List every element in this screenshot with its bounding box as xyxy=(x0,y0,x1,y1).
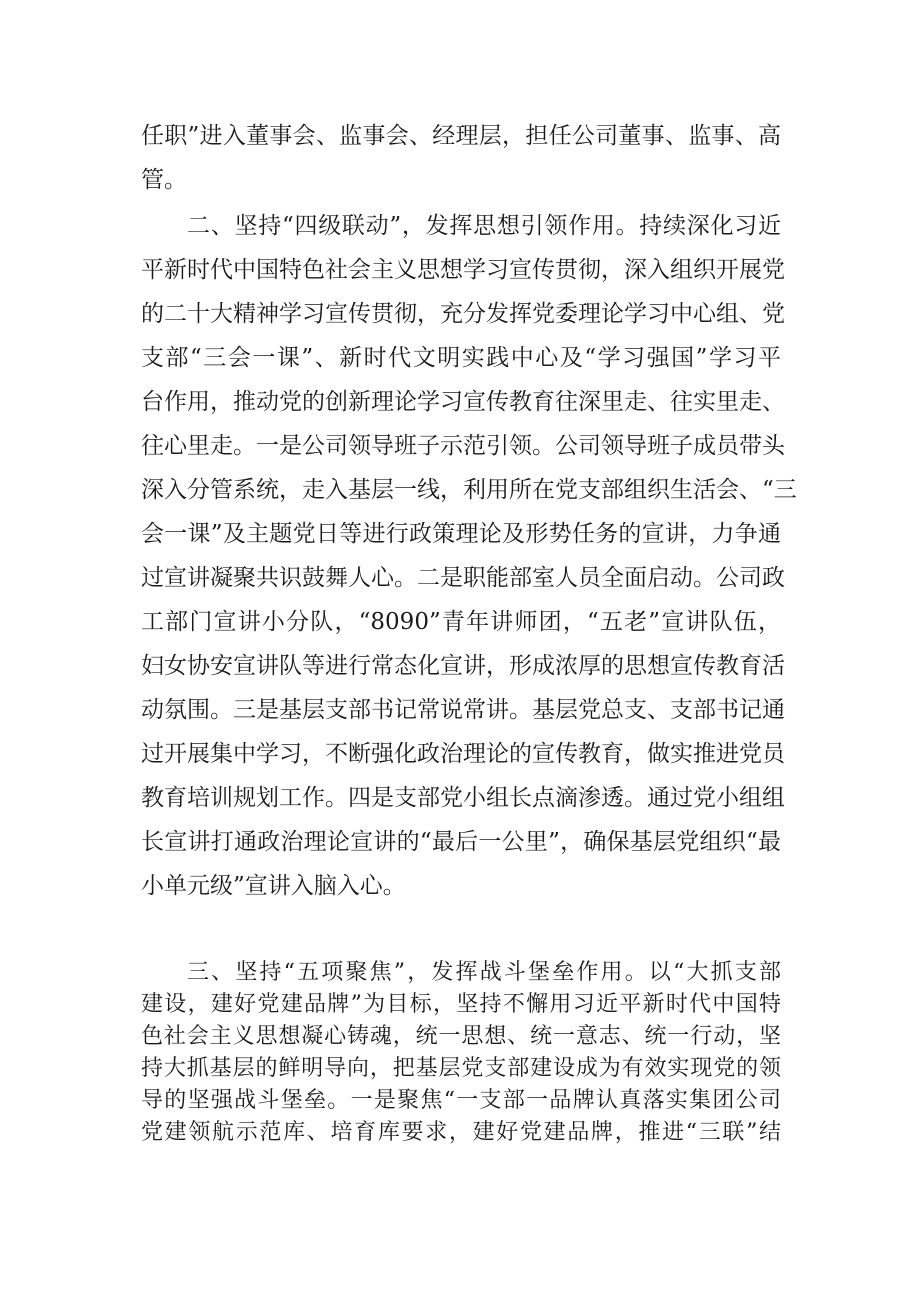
text-line: 往心里走。一是公司领导班子示范引领。公司领导班子成员带头 xyxy=(141,433,785,459)
text-line: 会一课”及主题党日等进行政策理论及形势任务的宣讲，力争通 xyxy=(141,521,781,547)
text-line: 建设，建好党建品牌”为目标，坚持不懈用习近平新时代中国特 xyxy=(141,992,781,1017)
text-line: 任职”进入董事会、监事会、经理层，担任公司董事、监事、高 xyxy=(141,123,781,149)
text-line: 妇女协安宣讲队等进行常态化宣讲，形成浓厚的思想宣传教育活 xyxy=(141,653,785,679)
text-line: 平新时代中国特色社会主义思想学习宣传贯彻，深入组织开展党 xyxy=(141,257,785,283)
text-line: 的二十大精神学习宣传贯彻，充分发挥党委理论学习中心组、党 xyxy=(141,301,785,327)
text-line: 持大抓基层的鲜明导向，把基层党支部建设成为有效实现党的领 xyxy=(141,1056,781,1081)
text-line: 二、坚持“四级联动”，发挥思想引领作用。持续深化习近 xyxy=(187,213,781,239)
text-line: 工部门宣讲小分队，“8090”青年讲师团，“五老”宣讲队伍， xyxy=(141,609,781,635)
text-line: 管。 xyxy=(141,167,187,193)
text-line: 过开展集中学习，不断强化政治理论的宣传教育，做实推进党员 xyxy=(141,741,785,767)
text-line: 小单元级”宣讲入脑入心。 xyxy=(141,873,406,899)
text-line: 三、坚持“五项聚焦”，发挥战斗堡垒作用。以“大抓支部 xyxy=(187,960,781,985)
text-line: 台作用，推动党的创新理论学习宣传教育往深里走、往实里走、 xyxy=(141,389,785,415)
text-line: 动氛围。三是基层支部书记常说常讲。基层党总支、支部书记通 xyxy=(141,697,785,723)
text-line: 导的坚强战斗堡垒。一是聚焦“一支部一品牌认真落实集团公司 xyxy=(141,1088,781,1113)
text-line: 教育培训规划工作。四是支部党小组长点滴渗透。通过党小组组 xyxy=(141,785,785,811)
text-line: 党建领航示范库、培育库要求，建好党建品牌，推进“三联”结 xyxy=(141,1120,781,1145)
text-line: 过宣讲凝聚共识鼓舞人心。二是职能部室人员全面启动。公司政 xyxy=(141,565,785,591)
text-line: 支部“三会一课”、新时代文明实践中心及“学习强国”学习平 xyxy=(141,345,781,371)
text-line: 深入分管系统，走入基层一线，利用所在党支部组织生活会、“三 xyxy=(141,477,797,503)
text-line: 色社会主义思想凝心铸魂，统一思想、统一意志、统一行动，坚 xyxy=(141,1024,781,1049)
text-line: 长宣讲打通政治理论宣讲的“最后一公里”，确保基层党组织“最 xyxy=(141,829,781,855)
